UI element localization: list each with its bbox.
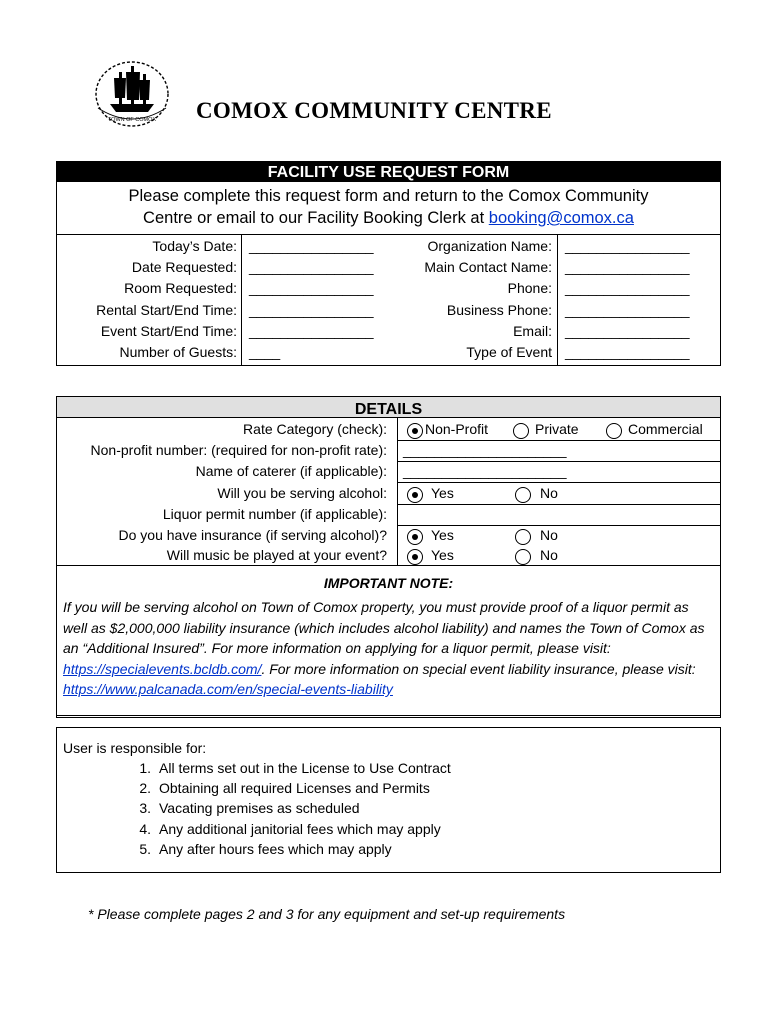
intro-line-1: Please complete this request form and return to the Comox Community	[128, 187, 649, 205]
organization-field[interactable]: ________________	[565, 238, 690, 254]
caterer-label: Name of caterer (if applicable):	[195, 463, 387, 479]
rental-time-label: Rental Start/End Time:	[96, 302, 237, 318]
alcohol-no-label: No	[540, 485, 558, 501]
logo-text: TOWN OF COMOX	[107, 117, 157, 123]
important-note-body	[63, 597, 713, 700]
insurance-no-label: No	[540, 527, 558, 543]
booking-email-link[interactable]: booking@comox.ca	[488, 209, 634, 227]
rate-nonprofit-label: Non-Profit	[425, 421, 489, 437]
todays-date-label: Today’s Date:	[152, 238, 237, 254]
contact-name-field[interactable]: ________________	[565, 259, 690, 275]
liquor-permit-label: Liquor permit number (if applicable):	[162, 506, 387, 522]
alcohol-yes-radio[interactable]	[407, 487, 423, 503]
date-requested-label: Date Requested:	[131, 259, 237, 275]
list-text: Obtaining all required Licenses and Permits	[159, 780, 430, 796]
music-yes-label: Yes	[431, 547, 454, 563]
intro-line-2: Centre or email to our Facility Booking Clerk at	[143, 209, 489, 227]
insurance-no-radio[interactable]	[515, 529, 531, 545]
important-note-title: IMPORTANT NOTE:	[323, 575, 454, 591]
insurance-label: Do you have insurance (if serving alcohol)?	[118, 527, 387, 543]
divider	[57, 715, 720, 716]
insurance-link[interactable]: https://www.palcanada.com/en/special-events-liability	[63, 681, 393, 697]
list-number: 2.	[139, 780, 151, 796]
column-divider	[241, 234, 242, 365]
divider	[57, 565, 720, 566]
rate-commercial-label: Commercial	[628, 421, 703, 437]
insurance-yes-radio[interactable]	[407, 529, 423, 545]
list-text: Vacating premises as scheduled	[159, 800, 360, 816]
row-divider	[397, 504, 720, 505]
email-label: Email:	[513, 323, 552, 339]
event-time-label: Event Start/End Time:	[100, 323, 237, 339]
town-logo	[92, 58, 172, 130]
note-text-1: If you will be serving alcohol on Town of Comox property, you must provide proof of a liquor permit as well as $2,000,000 liability insurance (which includes alcohol liability) and names the Town of Comox as an “Additional Insured”. For more information on applying for a liquor permit, please visit:	[63, 599, 705, 656]
note-text-2: . For more information on special event liability insurance, please visit:	[261, 660, 696, 677]
event-type-field[interactable]: ________________	[565, 344, 690, 360]
details-box	[56, 396, 721, 718]
list-text: Any after hours fees which may apply	[159, 841, 392, 857]
list-item	[127, 800, 360, 816]
alcohol-yes-label: Yes	[431, 485, 454, 501]
business-phone-field[interactable]: ________________	[565, 302, 690, 318]
nonprofit-number-label: Non-profit number: (required for non-profit rate):	[90, 442, 387, 458]
nonprofit-number-field[interactable]: _____________________	[403, 442, 567, 458]
caterer-field[interactable]: _____________________	[403, 463, 567, 479]
list-number: 3.	[139, 800, 151, 816]
divider	[57, 234, 720, 235]
liquor-permit-link[interactable]: https://specialevents.bcldb.com/	[63, 660, 262, 677]
guests-label: Number of Guests:	[119, 344, 237, 360]
responsibilities-title: User is responsible for:	[63, 740, 207, 756]
music-label: Will music be played at your event?	[166, 547, 387, 563]
list-number: 5.	[139, 841, 151, 857]
room-requested-field[interactable]: ________________	[249, 280, 374, 296]
page-title: COMOX COMMUNITY CENTRE	[196, 98, 552, 123]
music-no-radio[interactable]	[515, 549, 531, 565]
contact-name-label: Main Contact Name:	[424, 259, 552, 275]
organization-label: Organization Name:	[427, 238, 552, 254]
event-time-field[interactable]: ________________	[249, 323, 374, 339]
list-number: 1.	[139, 760, 151, 776]
rate-nonprofit-radio[interactable]	[407, 423, 423, 439]
music-no-label: No	[540, 547, 558, 563]
footer-note: * Please complete pages 2 and 3 for any equipment and set-up requirements	[88, 906, 566, 922]
phone-label: Phone:	[507, 280, 552, 296]
music-yes-radio[interactable]	[407, 549, 423, 565]
details-heading: DETAILS	[57, 397, 720, 418]
business-phone-label: Business Phone:	[446, 302, 552, 318]
form-heading: FACILITY USE REQUEST FORM	[57, 162, 720, 182]
list-item	[127, 841, 392, 857]
rate-private-radio[interactable]	[513, 423, 529, 439]
rate-category-label: Rate Category (check):	[243, 421, 387, 437]
todays-date-field[interactable]: ________________	[249, 238, 374, 254]
column-divider	[557, 234, 558, 365]
event-type-label: Type of Event	[466, 344, 552, 360]
phone-field[interactable]: ________________	[565, 280, 690, 296]
facility-form-box	[56, 161, 721, 366]
rate-private-label: Private	[535, 421, 579, 437]
guests-field[interactable]: ____	[249, 344, 281, 360]
date-requested-field[interactable]: ________________	[249, 259, 374, 275]
alcohol-no-radio[interactable]	[515, 487, 531, 503]
list-text: Any additional janitorial fees which may apply	[159, 821, 441, 837]
alcohol-label: Will you be serving alcohol:	[217, 485, 387, 501]
rental-time-field[interactable]: ________________	[249, 302, 374, 318]
list-item	[127, 780, 430, 796]
room-requested-label: Room Requested:	[124, 280, 237, 296]
list-item	[127, 821, 441, 837]
list-text: All terms set out in the License to Use Contract	[159, 760, 451, 776]
rate-commercial-radio[interactable]	[606, 423, 622, 439]
responsibilities-box	[56, 727, 721, 873]
form-intro	[57, 185, 720, 229]
list-number: 4.	[139, 821, 151, 837]
list-item	[127, 760, 451, 776]
email-field[interactable]: ________________	[565, 323, 690, 339]
insurance-yes-label: Yes	[431, 527, 454, 543]
